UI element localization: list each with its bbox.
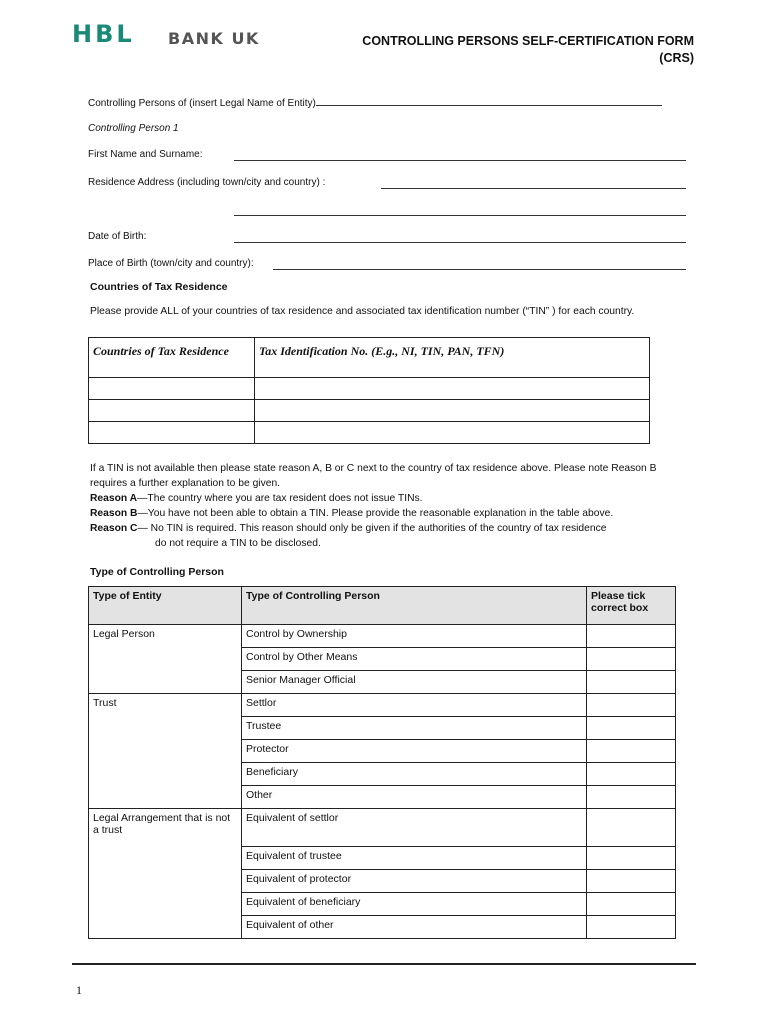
logo-bank-uk: BANK UK	[168, 29, 260, 48]
reason-a-label: Reason A	[90, 493, 138, 504]
reason-b	[90, 506, 690, 521]
tick-box[interactable]	[587, 870, 676, 893]
table-row	[89, 400, 650, 422]
address-label: Residence Address (including town/city and country) :	[88, 177, 326, 188]
pob-field[interactable]	[273, 259, 686, 270]
entity-type-cell: Trust	[89, 694, 242, 809]
person-type-cell: Equivalent of other	[242, 916, 587, 939]
controlling-person-heading: Controlling Person 1	[88, 123, 179, 134]
person-type-cell: Equivalent of protector	[242, 870, 587, 893]
table-row	[89, 809, 676, 847]
reason-c	[90, 521, 690, 536]
logo-hbl: HBL	[72, 20, 135, 48]
country-cell[interactable]	[89, 400, 255, 422]
person-type-cell: Settlor	[242, 694, 587, 717]
reason-a	[90, 491, 690, 506]
person-type-cell: Trustee	[242, 717, 587, 740]
person-type-cell: Other	[242, 786, 587, 809]
country-cell[interactable]	[89, 422, 255, 444]
person-type-cell: Equivalent of trustee	[242, 847, 587, 870]
tax-residence-table	[88, 337, 650, 444]
person-type-cell: Control by Ownership	[242, 625, 587, 648]
dob-field[interactable]	[234, 232, 686, 243]
reason-a-text: —The country where you are tax resident does not issue TINs.	[137, 493, 423, 504]
table-row	[89, 422, 650, 444]
person-type-cell: Senior Manager Official	[242, 671, 587, 694]
address-field-1[interactable]	[381, 178, 686, 189]
tick-box[interactable]	[587, 717, 676, 740]
tin-cell[interactable]	[255, 400, 650, 422]
table-row	[89, 378, 650, 400]
tick-box[interactable]	[587, 786, 676, 809]
reason-c-text: — No TIN is required. This reason should only be given if the authorities of the country of tax residence	[137, 523, 607, 534]
type-section-heading: Type of Controlling Person	[90, 566, 224, 578]
tax-col-country: Countries of Tax Residence	[89, 338, 255, 378]
reasons-block	[90, 461, 690, 551]
tick-box[interactable]	[587, 763, 676, 786]
tick-box[interactable]	[587, 740, 676, 763]
tax-residence-heading: Countries of Tax Residence	[90, 281, 228, 293]
name-field[interactable]	[234, 150, 686, 161]
entity-name-row	[88, 95, 688, 109]
form-title-line2: (CRS)	[659, 51, 694, 65]
reason-c-text-cont: do not require a TIN to be disclosed.	[155, 538, 321, 549]
page-number: 1	[76, 983, 82, 997]
tick-box[interactable]	[587, 694, 676, 717]
entity-type-cell: Legal Person	[89, 625, 242, 694]
table-row	[89, 694, 676, 717]
tick-box[interactable]	[587, 625, 676, 648]
reason-b-label: Reason B	[90, 508, 138, 519]
col-person-type: Type of Controlling Person	[242, 587, 587, 625]
person-type-cell: Equivalent of settlor	[242, 809, 587, 847]
entity-label: Controlling Persons of (insert Legal Name of Entity)	[88, 98, 316, 109]
tin-cell[interactable]	[255, 422, 650, 444]
tin-cell[interactable]	[255, 378, 650, 400]
person-type-cell: Equivalent of beneficiary	[242, 893, 587, 916]
form-title	[362, 33, 694, 67]
tick-box[interactable]	[587, 847, 676, 870]
tick-box[interactable]	[587, 916, 676, 939]
person-type-cell: Protector	[242, 740, 587, 763]
entity-name-field[interactable]	[316, 95, 662, 106]
entity-type-cell: Legal Arrangement that is not a trust	[89, 809, 242, 939]
tick-box[interactable]	[587, 809, 676, 847]
country-cell[interactable]	[89, 378, 255, 400]
person-type-cell: Beneficiary	[242, 763, 587, 786]
tick-box[interactable]	[587, 671, 676, 694]
reason-b-text: —You have not been able to obtain a TIN. Please provide the reasonable explanation in the table above.	[137, 508, 614, 519]
col-entity-type: Type of Entity	[89, 587, 242, 625]
address-field-2[interactable]	[234, 205, 686, 216]
name-label: First Name and Surname:	[88, 149, 203, 160]
tick-box[interactable]	[587, 893, 676, 916]
table-row	[89, 625, 676, 648]
dob-label: Date of Birth:	[88, 231, 147, 242]
tick-box[interactable]	[587, 648, 676, 671]
pob-label: Place of Birth (town/city and country):	[88, 258, 254, 269]
person-type-cell: Control by Other Means	[242, 648, 587, 671]
footer-rule	[72, 963, 696, 965]
col-tick: Please tick correct box	[587, 587, 676, 625]
controlling-person-type-table	[88, 586, 676, 939]
reason-c-label: Reason C	[90, 523, 138, 534]
form-title-line1: CONTROLLING PERSONS SELF-CERTIFICATION FORM	[362, 34, 694, 48]
tax-col-tin: Tax Identification No. (E.g., NI, TIN, PAN, TFN)	[255, 338, 650, 378]
reasons-intro: If a TIN is not available then please state reason A, B or C next to the country of tax residence above. Please note Reason B requires a further explanation to be given.	[90, 463, 657, 489]
tax-instruction: Please provide ALL of your countries of tax residence and associated tax identification number (“TIN” ) for each country.	[90, 306, 635, 317]
